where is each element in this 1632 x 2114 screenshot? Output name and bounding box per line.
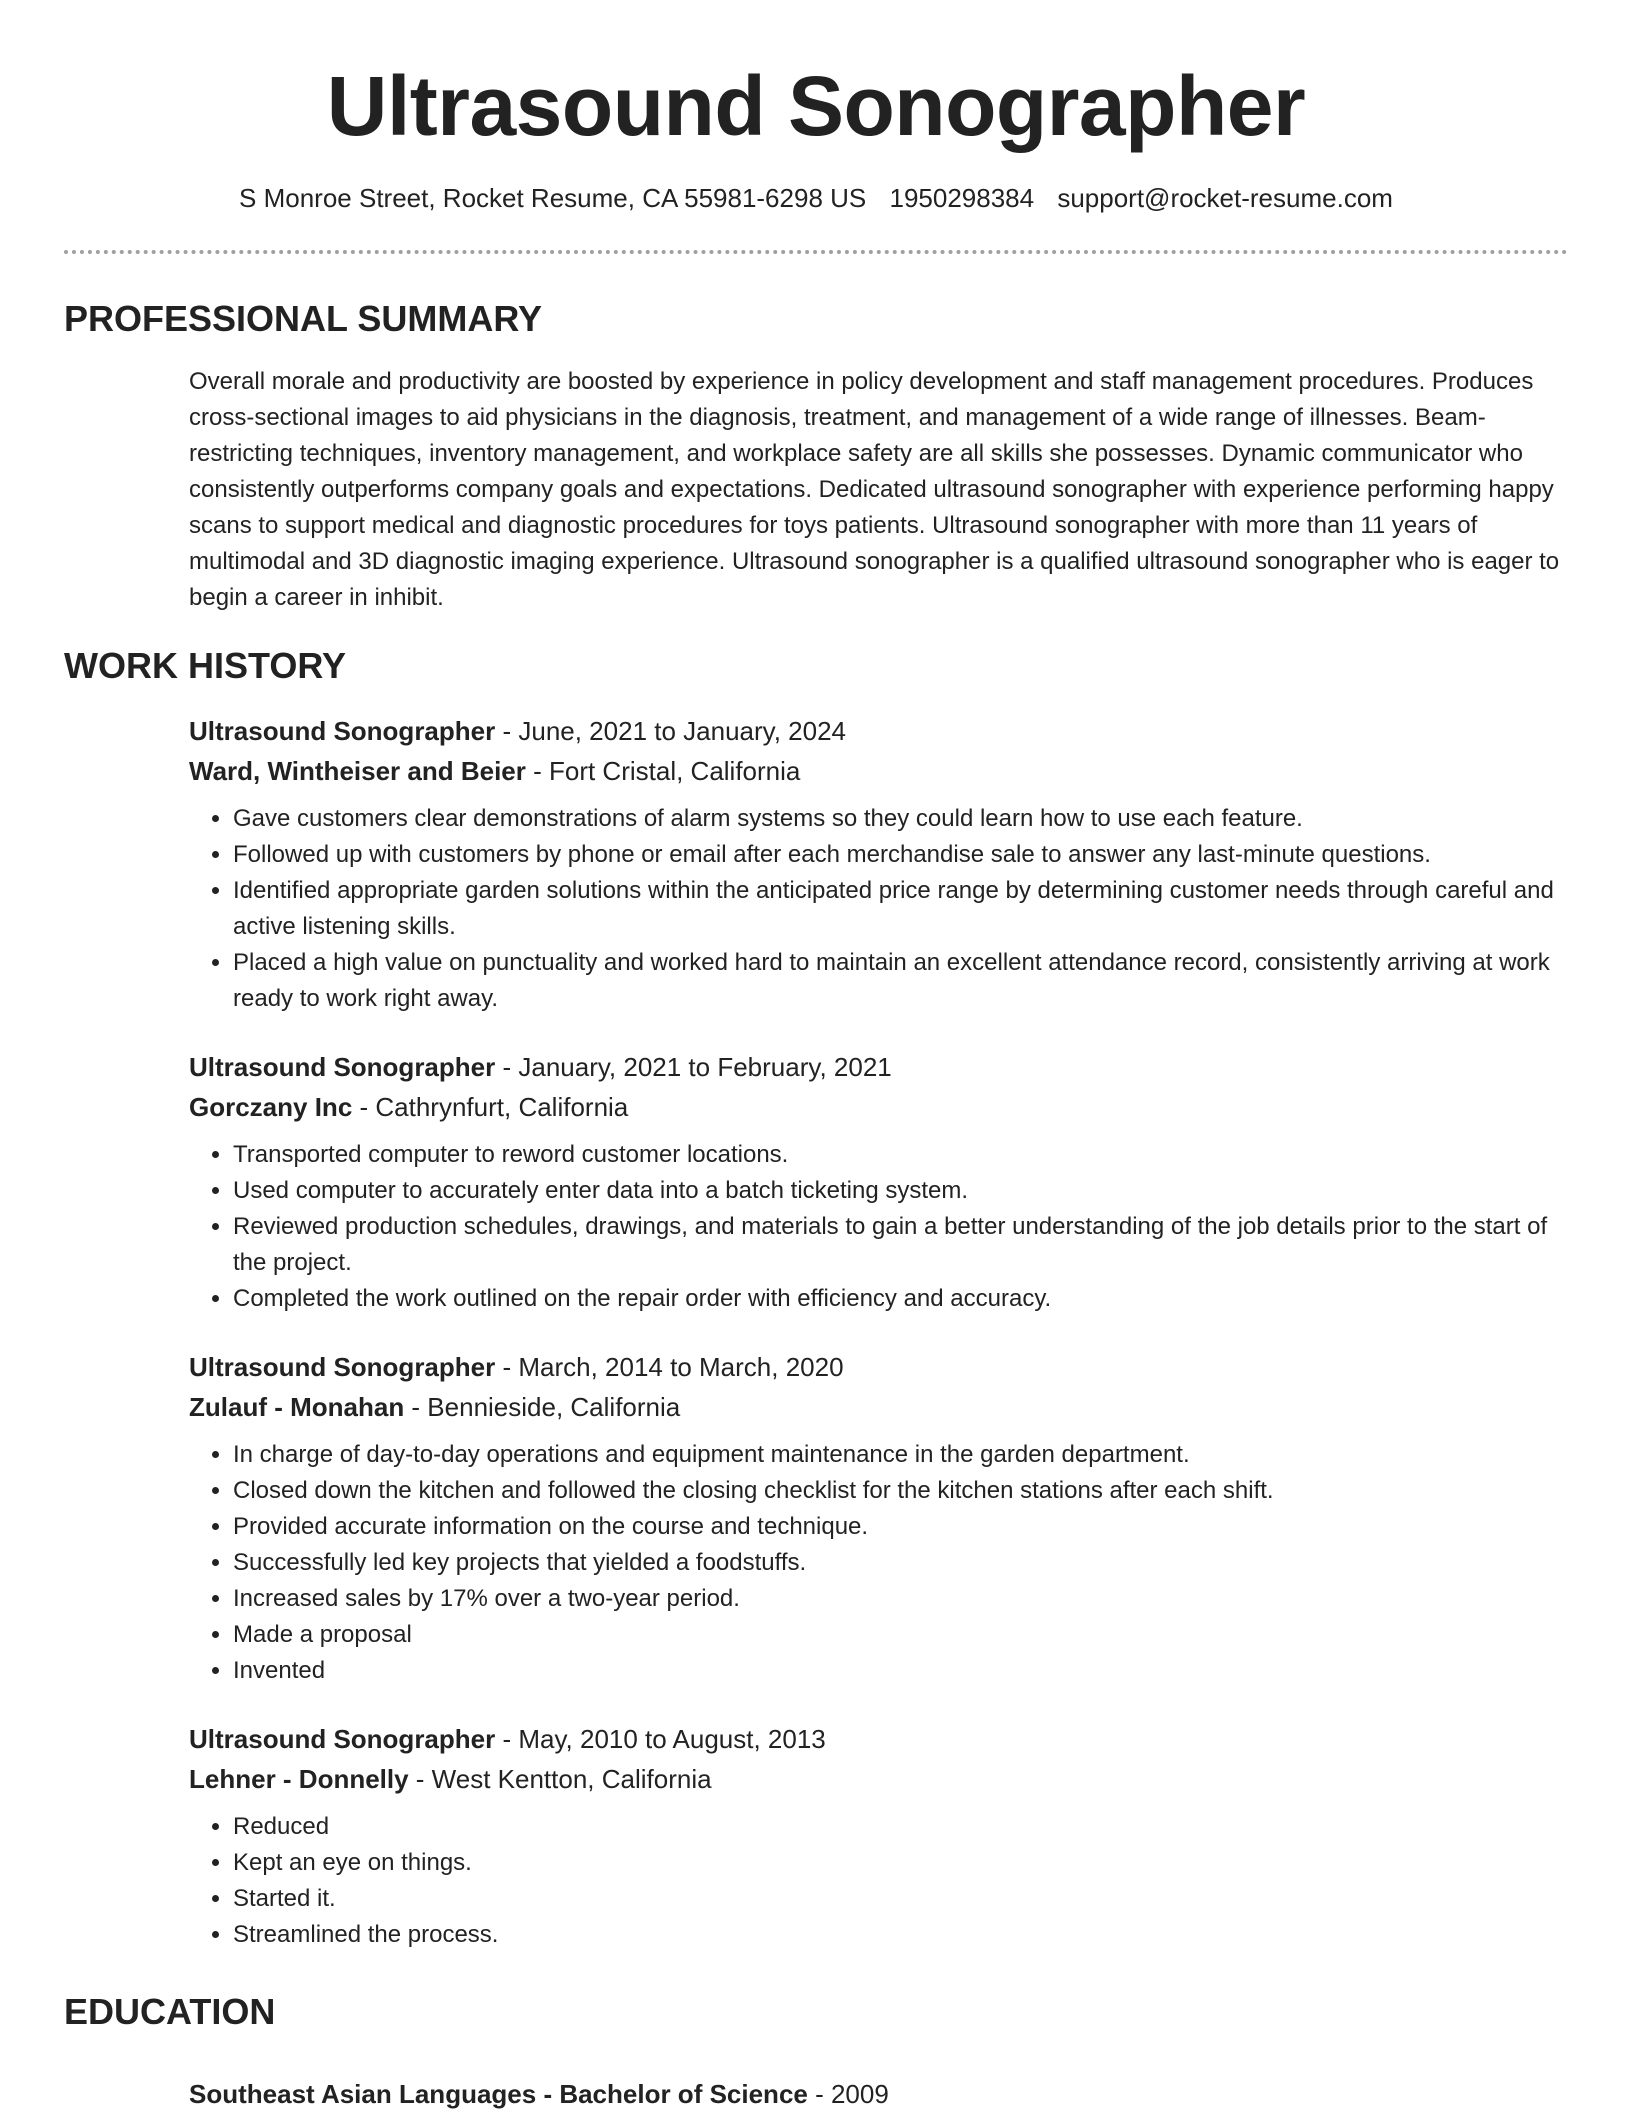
job-bullet: • Gave customers clear demonstrations of alarm systems so they could learn how to use each feature. [233,801,1569,837]
contact-email: support@rocket-resume.com [1057,183,1393,213]
job-bullet: • Transported computer to reword customer locations. [233,1137,1569,1173]
contact-line [0,180,1632,216]
job-bullets [189,1137,1569,1317]
education-degree: Southeast Asian Languages - Bachelor of Science [189,2079,808,2109]
job-company-line [189,1387,1569,1427]
job-bullet: • Reviewed production schedules, drawings, and materials to gain a better understanding of the job details prior to the start of the project. [233,1209,1569,1281]
job-bullet: • Made a proposal [233,1617,1569,1653]
job-dates: - June, 2021 to January, 2024 [495,716,847,746]
work-history-section [189,711,1569,1983]
job-title-line [189,711,1569,751]
job-location: - Bennieside, California [404,1392,681,1422]
job-title-line [189,1719,1569,1759]
work-history-heading: WORK HISTORY [64,645,347,686]
education-heading: EDUCATION [64,1991,276,2032]
job-bullet: • Kept an eye on things. [233,1845,1569,1881]
contact-phone: 1950298384 [889,183,1035,213]
job-entry [189,1047,1569,1317]
job-bullet: • Provided accurate information on the course and technique. [233,1509,1569,1545]
job-bullet: • Streamlined the process. [233,1917,1569,1953]
job-company: Zulauf - Monahan [189,1392,405,1422]
job-bullet: • Reduced [233,1809,1569,1845]
contact-address: S Monroe Street, Rocket Resume, CA 55981-6298 US [239,183,867,213]
job-company-line [189,751,1569,791]
summary-text: Overall morale and productivity are boosted by experience in policy development and staff management procedures. Produces cross-sectional images to aid physicians in the diagnosis, treatment, and management of a wide range of illnesses. Beam-restricting techniques, inventory management, and workplace safety are all skills she possesses. Dynamic communicator who consistently outperforms company goals and expectations. Dedicated ultrasound sonographer with experience performing happy scans to support medical and diagnostic procedures for toys patients. Ultrasound sonographer with more than 11 years of multimodal and 3D diagnostic imaging experience. Ultrasound sonographer is a qualified ultrasound sonographer who is eager to begin a career in inhibit. [189,368,1560,611]
job-bullets [189,1437,1569,1689]
job-dates: - May, 2010 to August, 2013 [495,1724,826,1754]
job-role: Ultrasound Sonographer [189,1724,496,1754]
job-company-line [189,1087,1569,1127]
job-location: - West Kentton, California [408,1764,712,1794]
job-entry [189,711,1569,1017]
job-bullet: • Successfully led key projects that yielded a foodstuffs. [233,1545,1569,1581]
summary-section [189,364,1569,616]
job-title-line [189,1347,1569,1387]
job-role: Ultrasound Sonographer [189,1052,496,1082]
job-bullet: • Placed a high value on punctuality and worked hard to maintain an excellent attendance record, consistently arriving at work ready to work right away. [233,945,1569,1017]
job-company-line [189,1759,1569,1799]
candidate-name: Ultrasound Sonographer [326,59,1306,153]
job-location: - Fort Cristal, California [525,756,801,786]
job-bullet: • In charge of day-to-day operations and equipment maintenance in the garden department. [233,1437,1569,1473]
job-bullet: • Completed the work outlined on the repair order with efficiency and accuracy. [233,1281,1569,1317]
job-role: Ultrasound Sonographer [189,1352,496,1382]
job-company: Lehner - Donnelly [189,1764,409,1794]
job-company: Ward, Wintheiser and Beier [189,756,526,786]
job-bullet: • Used computer to accurately enter data into a batch ticketing system. [233,1173,1569,1209]
job-location: - Cathrynfurt, California [352,1092,629,1122]
job-bullet: • Started it. [233,1881,1569,1917]
job-bullet: • Closed down the kitchen and followed the closing checklist for the kitchen stations after each shift. [233,1473,1569,1509]
summary-heading: PROFESSIONAL SUMMARY [64,298,543,339]
job-title-line [189,1047,1569,1087]
job-company: Gorczany Inc [189,1092,353,1122]
education-entry [189,2074,1569,2114]
education-section [189,2074,1569,2114]
job-role: Ultrasound Sonographer [189,716,496,746]
job-bullets [189,801,1569,1017]
job-bullet: • Invented [233,1653,1569,1689]
job-bullets [189,1809,1569,1953]
job-dates: - January, 2021 to February, 2021 [495,1052,892,1082]
job-dates: - March, 2014 to March, 2020 [495,1352,844,1382]
job-entry [189,1347,1569,1689]
job-entry [189,1719,1569,1953]
education-year: - 2009 [807,2079,889,2109]
header-divider [64,250,1568,254]
job-bullet: • Identified appropriate garden solutions within the anticipated price range by determining customer needs through careful and active listening skills. [233,873,1569,945]
job-bullet: • Followed up with customers by phone or email after each merchandise sale to answer any last-minute questions. [233,837,1569,873]
job-bullet: • Increased sales by 17% over a two-year period. [233,1581,1569,1617]
